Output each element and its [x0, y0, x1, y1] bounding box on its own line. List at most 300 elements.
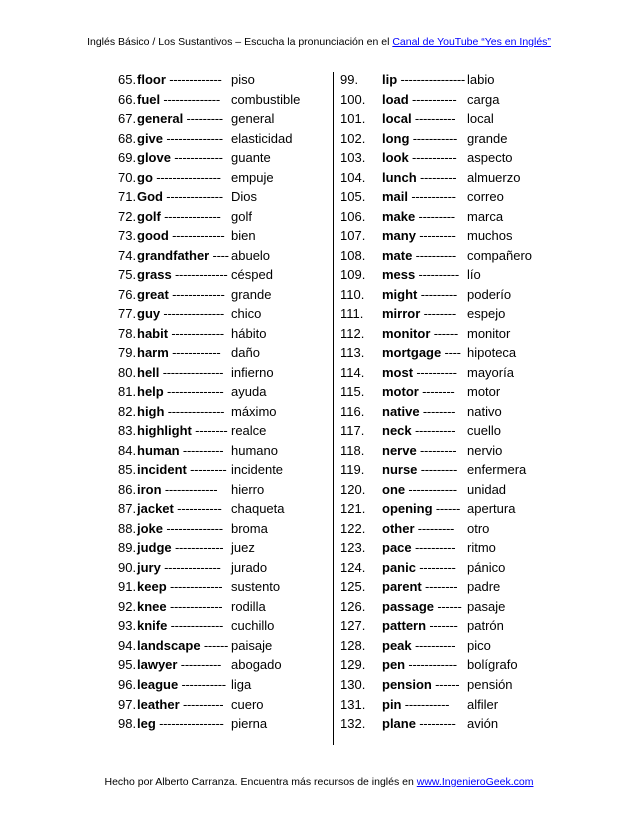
vocab-row: [118, 675, 252, 695]
vocab-translation: incidente: [231, 462, 284, 478]
vocab-row: [118, 363, 274, 383]
vocab-number: 80.: [118, 364, 137, 380]
vocab-word: load: [382, 91, 409, 107]
vocab-column-right: [340, 70, 533, 734]
vocab-dashes: ------: [200, 637, 229, 653]
vocab-row: [118, 187, 258, 207]
vocab-dashes: ------------: [405, 481, 457, 497]
vocab-dashes: -----------: [409, 130, 458, 146]
vocab-dashes: -----------: [173, 501, 222, 517]
vocab-translation: apertura: [467, 501, 516, 517]
vocab-row: [340, 304, 506, 324]
vocab-dashes: ----: [441, 345, 461, 361]
vocab-number: 111.: [340, 306, 364, 322]
vocab-translation: pierna: [231, 716, 268, 732]
vocab-row: [340, 402, 502, 422]
vocab-word: league: [137, 676, 179, 692]
vocab-number: 128.: [340, 637, 366, 653]
vocab-translation: nativo: [467, 403, 502, 419]
vocab-word: good: [137, 228, 169, 244]
vocab-translation: unidad: [467, 481, 507, 497]
vocab-translation: combustible: [231, 91, 301, 107]
vocab-number: 90.: [118, 559, 137, 575]
vocab-word: give: [137, 130, 164, 146]
vocab-row: [340, 109, 494, 129]
vocab-row: [340, 460, 527, 480]
vocab-word: high: [137, 403, 165, 419]
vocab-word: pension: [382, 676, 432, 692]
vocab-row: [340, 499, 516, 519]
vocab-dashes: ----------: [179, 696, 224, 712]
vocab-number: 66.: [118, 91, 137, 107]
vocab-dashes: ---------: [417, 286, 457, 302]
vocab-translation: compañero: [467, 247, 533, 263]
vocab-row: [118, 148, 271, 168]
vocab-row: [118, 207, 252, 227]
vocab-word: mortgage: [382, 345, 442, 361]
vocab-word: monitor: [382, 325, 431, 341]
vocab-number: 120.: [340, 481, 366, 497]
vocab-row: [118, 695, 264, 715]
vocab-word: guy: [137, 306, 161, 322]
vocab-word: panic: [382, 559, 416, 575]
vocab-number: 104.: [340, 169, 366, 185]
vocab-word: glove: [137, 150, 171, 166]
vocab-row: [340, 343, 517, 363]
vocab-translation: lío: [467, 267, 481, 283]
vocab-translation: ayuda: [231, 384, 267, 400]
vocab-row: [118, 577, 281, 597]
vocab-row: [118, 538, 255, 558]
vocab-word: passage: [382, 598, 435, 614]
vocab-word: opening: [382, 501, 433, 517]
vocab-dashes: --------: [191, 423, 228, 439]
page-footer: [0, 776, 638, 788]
vocab-translation: jurado: [231, 559, 268, 575]
vocab-translation: local: [467, 111, 494, 127]
vocab-dashes: -------: [426, 618, 458, 634]
vocab-dashes: --------------: [163, 384, 224, 400]
vocab-dashes: ----------------: [397, 72, 465, 87]
vocab-number: 94.: [118, 637, 137, 653]
vocab-number: 102.: [340, 130, 366, 146]
vocab-number: 103.: [340, 150, 366, 166]
vocab-dashes: --------------: [160, 559, 221, 575]
vocab-translation: grande: [467, 130, 508, 146]
vocab-word: keep: [137, 579, 167, 595]
vocab-dashes: ---------------: [160, 306, 224, 322]
vocab-number: 118.: [340, 442, 365, 458]
vocab-number: 88.: [118, 520, 137, 536]
vocab-number: 127.: [340, 618, 366, 634]
vocab-number: 65.: [118, 72, 137, 87]
vocab-translation: marca: [467, 208, 504, 224]
vocab-word: pin: [382, 696, 402, 712]
youtube-channel-link[interactable]: Canal de YouTube “Yes en Inglés”: [392, 36, 551, 48]
vocab-word: landscape: [137, 637, 201, 653]
vocab-word: lunch: [382, 169, 417, 185]
vocab-dashes: ------: [434, 598, 462, 614]
vocab-number: 119.: [340, 462, 365, 478]
vocab-word: many: [382, 228, 416, 244]
vocab-word: long: [382, 130, 410, 146]
vocab-dashes: --------------: [164, 403, 225, 419]
vocab-number: 89.: [118, 540, 137, 556]
vocab-dashes: --------: [420, 306, 456, 322]
vocab-translation: elasticidad: [231, 130, 293, 146]
vocab-dashes: ----------: [179, 442, 224, 458]
vocab-number: 121.: [340, 501, 366, 517]
vocab-word: golf: [137, 208, 161, 224]
vocab-number: 130.: [340, 676, 366, 692]
vocab-number: 109.: [340, 267, 366, 283]
column-divider: [333, 72, 334, 745]
vocab-word: help: [137, 384, 164, 400]
vocab-translation: cuello: [467, 423, 501, 439]
vocab-dashes: ----------: [411, 111, 456, 127]
vocab-word: jacket: [137, 501, 174, 517]
vocab-number: 84.: [118, 442, 137, 458]
vocab-dashes: ---------: [415, 559, 456, 575]
vocab-row: [118, 285, 272, 305]
vocab-row: [118, 499, 285, 519]
vocab-number: 87.: [118, 501, 137, 517]
vocab-row: [340, 207, 504, 227]
vocab-row: [340, 187, 504, 207]
vocab-dashes: ------: [430, 325, 458, 341]
vocab-row: [118, 441, 278, 461]
vocab-dashes: -------------: [161, 481, 218, 497]
vocab-number: 97.: [118, 696, 137, 712]
vocab-translation: césped: [231, 267, 273, 283]
vocab-dashes: -------------: [167, 618, 224, 634]
vocab-word: most: [382, 364, 414, 380]
vocab-row: [340, 636, 491, 656]
vocab-word: mate: [382, 247, 413, 263]
vocab-translation: motor: [467, 384, 501, 400]
vocab-row: [340, 226, 513, 246]
vocab-row: [340, 421, 501, 441]
vocab-translation: Dios: [231, 189, 258, 205]
vocab-row: [340, 168, 521, 188]
vocab-row: [340, 324, 511, 344]
vocab-row: [118, 343, 260, 363]
vocab-number: 92.: [118, 598, 137, 614]
vocab-row: [118, 109, 275, 129]
vocab-dashes: ---------: [415, 208, 455, 224]
vocab-translation: humano: [231, 442, 278, 458]
vocab-row: [118, 402, 277, 422]
vocab-translation: guante: [231, 150, 271, 166]
vocab-row: [118, 460, 284, 480]
vocab-number: 81.: [118, 384, 137, 400]
vocab-row: [340, 616, 504, 636]
vocab-row: [340, 714, 499, 734]
vocab-word: general: [137, 111, 184, 127]
vocab-word: pattern: [382, 618, 427, 634]
vocab-word: motor: [382, 384, 419, 400]
vocab-row: [340, 70, 495, 90]
vocab-translation: enfermera: [467, 462, 527, 478]
vocab-word: great: [137, 286, 169, 302]
vocab-translation: hipoteca: [467, 345, 517, 361]
vocab-translation: carga: [467, 91, 500, 107]
vocab-translation: liga: [231, 676, 252, 692]
vocab-translation: chaqueta: [231, 501, 285, 517]
vocab-row: [118, 226, 256, 246]
vocab-dashes: ---------: [186, 462, 227, 478]
vocab-word: iron: [137, 481, 162, 497]
vocab-dashes: ----------: [411, 540, 456, 556]
vocab-translation: cuchillo: [231, 618, 275, 634]
vocab-word: fuel: [137, 91, 161, 107]
vocab-word: look: [382, 150, 409, 166]
vocab-number: 126.: [340, 598, 366, 614]
vocab-translation: padre: [467, 579, 501, 595]
vocab-translation: juez: [231, 540, 255, 556]
vocab-translation: pánico: [467, 559, 506, 575]
vocab-translation: rodilla: [231, 598, 266, 614]
vocab-translation: broma: [231, 520, 268, 536]
vocab-number: 131.: [340, 696, 366, 712]
vocab-number: 106.: [340, 208, 366, 224]
vocab-row: [340, 655, 518, 675]
vocab-dashes: --------------: [163, 189, 223, 205]
vocab-dashes: -----------: [401, 696, 450, 712]
vocab-row: [118, 129, 293, 149]
vocab-translation: realce: [231, 423, 267, 439]
vocab-dashes: ----: [209, 247, 229, 263]
vocab-translation: labio: [467, 72, 495, 87]
vocab-row: [118, 558, 268, 578]
vocab-word: highlight: [137, 423, 192, 439]
vocab-number: 71.: [118, 189, 137, 205]
vocab-row: [340, 441, 503, 461]
vocab-number: 108.: [340, 247, 366, 263]
vocab-dashes: -------------: [168, 325, 224, 341]
vocab-translation: pensión: [467, 676, 513, 692]
vocab-number: 107.: [340, 228, 366, 244]
vocab-word: habit: [137, 325, 169, 341]
header-text: Inglés Básico / Los Sustantivos – Escucha la pronunciación en el: [87, 36, 393, 48]
vocab-dashes: -----------: [178, 676, 226, 692]
vocab-word: one: [382, 481, 406, 497]
vocab-dashes: ----------: [411, 423, 456, 439]
vocab-word: make: [382, 208, 416, 224]
vocab-number: 68.: [118, 130, 137, 146]
vocab-number: 115.: [340, 384, 365, 400]
vocab-row: [118, 714, 268, 734]
vocab-translation: infierno: [231, 364, 274, 380]
vocab-translation: poderío: [467, 286, 512, 302]
vocab-number: 75.: [118, 267, 137, 283]
vocab-word: knee: [137, 598, 167, 614]
vocab-number: 96.: [118, 676, 137, 692]
vocab-translation: patrón: [467, 618, 504, 634]
vocab-translation: correo: [467, 189, 504, 205]
vocab-translation: bolígrafo: [467, 657, 518, 673]
vocab-translation: muchos: [467, 228, 513, 244]
vocab-row: [118, 616, 275, 636]
vocab-number: 73.: [118, 228, 137, 244]
vocab-word: lip: [382, 72, 398, 87]
vocab-word: lawyer: [137, 657, 178, 673]
vocab-dashes: --------------: [163, 520, 223, 536]
vocab-number: 91.: [118, 579, 137, 595]
vocab-translation: pasaje: [467, 598, 506, 614]
vocab-number: 70.: [118, 169, 137, 185]
vocab-dashes: ------------: [170, 150, 223, 166]
vocab-dashes: ----------------: [152, 169, 221, 185]
vocab-row: [340, 382, 501, 402]
vocab-translation: empuje: [231, 169, 274, 185]
vocab-number: 101.: [340, 111, 366, 127]
vocab-dashes: --------: [419, 403, 456, 419]
vocab-number: 100.: [340, 91, 366, 107]
vocab-translation: paisaje: [231, 637, 273, 653]
vocab-dashes: -------------: [165, 72, 222, 87]
vocab-row: [118, 168, 274, 188]
vocab-row: [340, 480, 507, 500]
vocab-word: grass: [137, 267, 172, 283]
vocab-number: 98.: [118, 716, 137, 732]
vocab-number: 114.: [340, 364, 365, 380]
vocab-word: nurse: [382, 462, 418, 478]
vocab-word: mess: [382, 267, 416, 283]
vocab-row: [118, 70, 255, 90]
vocab-dashes: --------: [418, 384, 455, 400]
vocab-row: [340, 597, 506, 617]
vocab-word: nerve: [382, 442, 417, 458]
vocab-row: [340, 363, 514, 383]
vocab-row: [118, 480, 265, 500]
vocab-word: incident: [137, 462, 187, 478]
vocab-word: knife: [137, 618, 168, 634]
vocab-word: parent: [382, 579, 422, 595]
vocab-number: 105.: [340, 189, 366, 205]
vocab-translation: abuelo: [231, 247, 271, 263]
vocab-row: [118, 519, 268, 539]
vocab-row: [118, 304, 262, 324]
vocab-translation: abogado: [231, 657, 282, 673]
vocab-dashes: -----------: [408, 150, 457, 166]
vocab-dashes: ---------: [415, 228, 456, 244]
vocab-dashes: ---------: [414, 520, 455, 536]
vocab-number: 99.: [340, 72, 359, 87]
vocab-translation: máximo: [231, 403, 277, 419]
vocab-dashes: --------: [421, 579, 458, 595]
vocab-translation: hábito: [231, 325, 267, 341]
vocab-row: [340, 246, 533, 266]
vocab-word: human: [137, 442, 180, 458]
vocab-number: 116.: [340, 403, 365, 419]
vocab-number: 78.: [118, 325, 137, 341]
vocab-word: mirror: [382, 306, 421, 322]
vocab-row: [118, 324, 267, 344]
vocab-translation: bien: [231, 228, 256, 244]
vocab-dashes: -------------: [171, 267, 228, 283]
vocab-translation: alfiler: [467, 696, 499, 712]
vocab-row: [340, 538, 496, 558]
vocab-number: 85.: [118, 462, 137, 478]
vocab-row: [340, 148, 513, 168]
vocab-number: 129.: [340, 657, 366, 673]
vocab-dashes: ---------: [183, 111, 223, 127]
vocab-number: 93.: [118, 618, 137, 634]
vocab-number: 67.: [118, 111, 137, 127]
vocab-translation: otro: [467, 520, 490, 536]
vocab-number: 82.: [118, 403, 137, 419]
vocab-dashes: ------: [432, 501, 461, 517]
vocab-translation: hierro: [231, 481, 265, 497]
vocab-word: mail: [382, 189, 409, 205]
vocab-dashes: ---------------: [159, 364, 224, 380]
vocab-translation: espejo: [467, 306, 506, 322]
vocab-number: 79.: [118, 345, 137, 361]
vocab-row: [340, 519, 490, 539]
vocab-dashes: --------------: [160, 91, 220, 107]
vocab-word: floor: [137, 72, 166, 87]
vocab-dashes: ----------: [413, 364, 457, 380]
vocab-word: peak: [382, 637, 412, 653]
vocab-translation: cuero: [231, 696, 264, 712]
vocab-dashes: ------------: [168, 345, 221, 361]
vocab-number: 117.: [340, 423, 365, 439]
vocab-row: [118, 246, 271, 266]
vocab-dashes: -----------: [408, 189, 456, 205]
vocab-dashes: --------------: [163, 130, 223, 146]
vocab-number: 125.: [340, 579, 366, 595]
vocab-number: 124.: [340, 559, 366, 575]
vocab-number: 123.: [340, 540, 366, 556]
vocab-translation: grande: [231, 286, 272, 302]
vocab-translation: nervio: [467, 442, 503, 458]
vocab-dashes: ------: [431, 676, 460, 692]
vocab-translation: sustento: [231, 579, 281, 595]
vocab-word: pace: [382, 540, 412, 556]
vocab-word: God: [137, 189, 163, 205]
vocab-word: joke: [137, 520, 164, 536]
vocab-word: judge: [137, 540, 172, 556]
vocab-number: 95.: [118, 657, 137, 673]
vocab-number: 69.: [118, 150, 137, 166]
vocab-translation: golf: [231, 208, 252, 224]
vocab-word: pen: [382, 657, 406, 673]
vocab-row: [118, 655, 282, 675]
vocab-dashes: ------------: [171, 540, 224, 556]
vocab-word: grandfather: [137, 247, 210, 263]
vocab-word: jury: [137, 559, 161, 575]
website-link[interactable]: www.IngenieroGeek.com: [416, 776, 534, 788]
vocab-row: [118, 265, 273, 285]
vocab-number: 110.: [340, 286, 365, 302]
vocab-dashes: -------------: [166, 598, 223, 614]
vocab-dashes: ----------: [412, 247, 456, 263]
vocab-word: other: [382, 520, 415, 536]
vocab-translation: ritmo: [467, 540, 496, 556]
vocab-number: 83.: [118, 423, 137, 439]
vocab-dashes: ------------: [405, 657, 457, 673]
vocab-number: 76.: [118, 286, 137, 302]
vocab-translation: mayoría: [467, 364, 514, 380]
vocab-dashes: -------------: [168, 228, 225, 244]
vocab-row: [340, 695, 499, 715]
vocab-number: 86.: [118, 481, 137, 497]
vocab-number: 72.: [118, 208, 137, 224]
vocab-row: [340, 577, 501, 597]
vocab-dashes: ---------: [417, 462, 457, 478]
vocab-dashes: ---------: [416, 169, 457, 185]
